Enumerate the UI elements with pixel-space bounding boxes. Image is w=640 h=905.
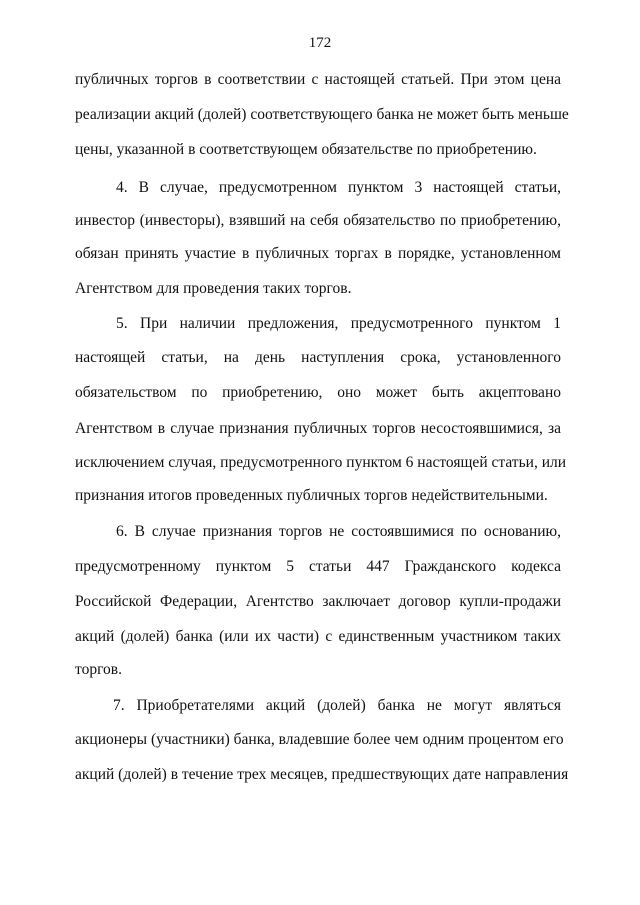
text-line: торгов. <box>75 661 122 678</box>
text-line: инвестор (инвесторы), взявший на себя обязательство по приобретению, <box>75 212 561 229</box>
text-line: публичных торгов в соответствии с настоящей статьей. При этом цена <box>75 71 561 88</box>
text-line: акций (долей) в течение трех месяцев, предшествующих дате направления <box>75 766 569 783</box>
text-line: акций (долей) банка (или их части) с единственным участником таких <box>75 628 561 645</box>
page-number: 172 <box>308 35 332 51</box>
text-line: 7. Приобретателями акций (долей) банка не могут являться <box>113 697 561 714</box>
text-line: Российской Федерации, Агентство заключает договор купли-продажи <box>75 593 561 610</box>
text-line: предусмотренному пунктом 5 статьи 447 Гражданского кодекса <box>75 558 561 575</box>
text-line: обязательством по приобретению, оно может быть акцептовано <box>75 384 561 401</box>
text-line: Агентством в случае признания публичных торгов несостоявшимися, за <box>75 420 561 437</box>
text-line: реализации акций (долей) соответствующего банка не может быть меньше <box>75 106 569 123</box>
text-line: Агентством для проведения таких торгов. <box>75 280 352 297</box>
text-line: настоящей статьи, на день наступления срока, установленного <box>75 349 561 366</box>
text-line: 6. В случае признания торгов не состоявшимися по основанию, <box>116 523 561 540</box>
text-line: 5. При наличии предложения, предусмотренного пунктом 1 <box>116 315 561 332</box>
text-line: признания итогов проведенных публичных торгов недействительными. <box>75 487 548 504</box>
text-line: акционеры (участники) банка, владевшие более чем одним процентом его <box>75 731 564 748</box>
text-line: цены, указанной в соответствующем обязательстве по приобретению. <box>75 141 537 158</box>
text-line: 4. В случае, предусмотренном пунктом 3 настоящей статьи, <box>116 179 561 196</box>
text-line: обязан принять участие в публичных торгах в порядке, установленном <box>75 245 561 262</box>
text-line: исключением случая, предусмотренного пунктом 6 настоящей статьи, или <box>75 454 567 471</box>
